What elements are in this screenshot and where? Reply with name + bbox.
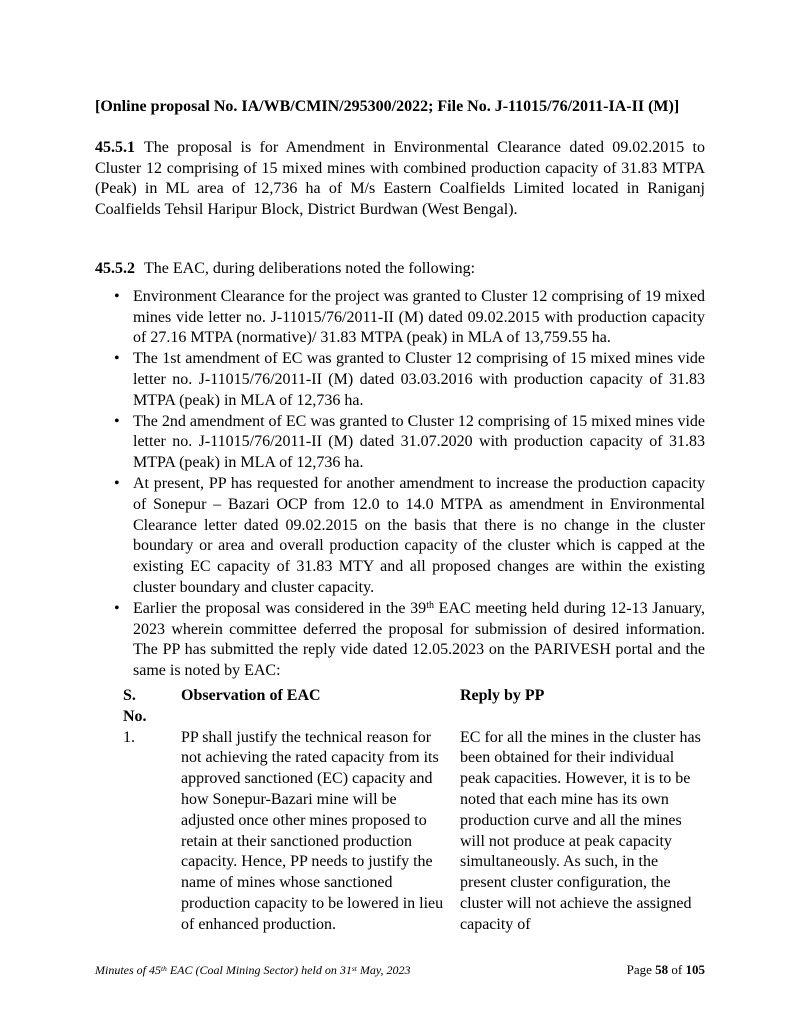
bullet-text-cont: EAC meeting held during 12-13 January, 2023 wherein committee deferred the proposal for submission of desired information. The PP has submitted the reply vide dated 12.05.2023 on the PARIVESH portal and the same is noted by EAC: <box>133 599 706 680</box>
bullet-text: Environment Clearance for the project was granted to Cluster 12 comprising of 19 mixed mines vide letter no. J-11015/76/2011-II (M) dated 09.02.2015 with production capacity of 27.16 MTPA (normative)/ 31.83 MTPA (peak) in MLA of 13,759.55 ha. <box>133 287 705 347</box>
bullet-text: The 1st amendment of EC was granted to Cluster 12 comprising of 15 mixed mines vide letter no. J-11015/76/2011-II (M) dated 03.03.2016 with production capacity of 31.83 MTPA (peak) in MLA of 12,736 ha. <box>133 350 705 409</box>
section-text: The EAC, during deliberations noted the following: <box>144 259 476 277</box>
bullet-item <box>95 599 705 682</box>
page-total: 105 <box>685 962 705 977</box>
bullet-text: The 2nd amendment of EC was granted to Cluster 12 comprising of 15 mixed mines vide letter no. J-11015/76/2011-II (M) dated 31.07.2020 with production capacity of 31.83 MTPA (peak) in MLA of 12,736 ha. <box>133 412 705 472</box>
bullet-superscript: th <box>426 599 434 611</box>
footer-text-end: May, 2023 <box>356 963 411 977</box>
footer-page-number <box>627 962 705 978</box>
table-header-sno-line1: S. <box>123 686 136 704</box>
bullet-text: Earlier the proposal was considered in the 39 <box>133 599 427 617</box>
footer-text-cont: EAC (Coal Mining Sector) held on 31 <box>166 963 352 977</box>
table-header-reply: Reply by PP <box>460 686 545 704</box>
page-label: Page <box>626 962 652 977</box>
section-text: The proposal is for Amendment in Environmental Clearance dated 09.02.2015 to Cluster 12 comprising of 15 mixed mines with combined production capacity of 31.83 MTPA (Peak) in ML area of 12,736 ha of M/s Eastern Coalfields Limited located in Raniganj Coalfields Tehsil Haripur Block, District Burdwan (West Bengal). <box>95 138 705 219</box>
bullet-item <box>95 412 705 474</box>
section-number: 45.5.1 <box>95 138 135 156</box>
footer-superscript: st <box>351 964 357 973</box>
table-header-sno <box>123 686 181 728</box>
table-row-sno: 1. <box>123 728 135 746</box>
section-number: 45.5.2 <box>95 259 135 277</box>
section-45-5-2 <box>95 259 705 280</box>
footer-minutes-note <box>95 963 411 978</box>
page-of-label: of <box>671 962 683 977</box>
bullet-item <box>95 287 705 349</box>
bullet-item <box>95 474 705 599</box>
table-header-sno-line2: No. <box>123 707 147 725</box>
observation-reply-table <box>95 686 705 936</box>
table-row-reply: EC for all the mines in the cluster has been obtained for their individual peak capacities. However, it is to be noted that each mine has its own production curve and all the mines will not produce at peak capacity simultaneously. As such, in the present cluster configuration, the cluster will not achieve the assigned capacity of <box>460 728 701 933</box>
footer-text: Minutes of 45 <box>95 963 161 977</box>
table-row-observation: PP shall justify the technical reason for not achieving the rated capacity from its approved sanctioned (EC) capacity and how Sonepur-Bazari mine will be adjusted once other mines proposed to retain at their sanctioned production capacity. Hence, PP needs to justify the name of mines whose sanctioned production capacity to be lowered in lieu of enhanced production. <box>181 728 444 933</box>
bullet-text: At present, PP has requested for another amendment to increase the production capacity of Sonepur – Bazari OCP from 12.0 to 14.0 MTPA as amendment in Environmental Clearance letter dated 09.02.2015 on the basis that there is no change in the cluster boundary or area and overall production capacity of the cluster which is capped at the existing EC capacity of 31.83 MTY and all proposed changes are within the existing cluster boundary and cluster capacity. <box>133 474 705 596</box>
section-45-5-1 <box>95 138 705 221</box>
table-header-observation: Observation of EAC <box>181 686 321 704</box>
page-content <box>95 97 705 935</box>
bullet-item <box>95 349 705 411</box>
footer-superscript: th <box>161 964 167 973</box>
deliberation-points-list <box>95 287 705 682</box>
page-current: 58 <box>655 962 669 977</box>
proposal-file-header: [Online proposal No. IA/WB/CMIN/295300/2022; File No. J-11015/76/2011-IA-II (M)] <box>95 98 680 115</box>
